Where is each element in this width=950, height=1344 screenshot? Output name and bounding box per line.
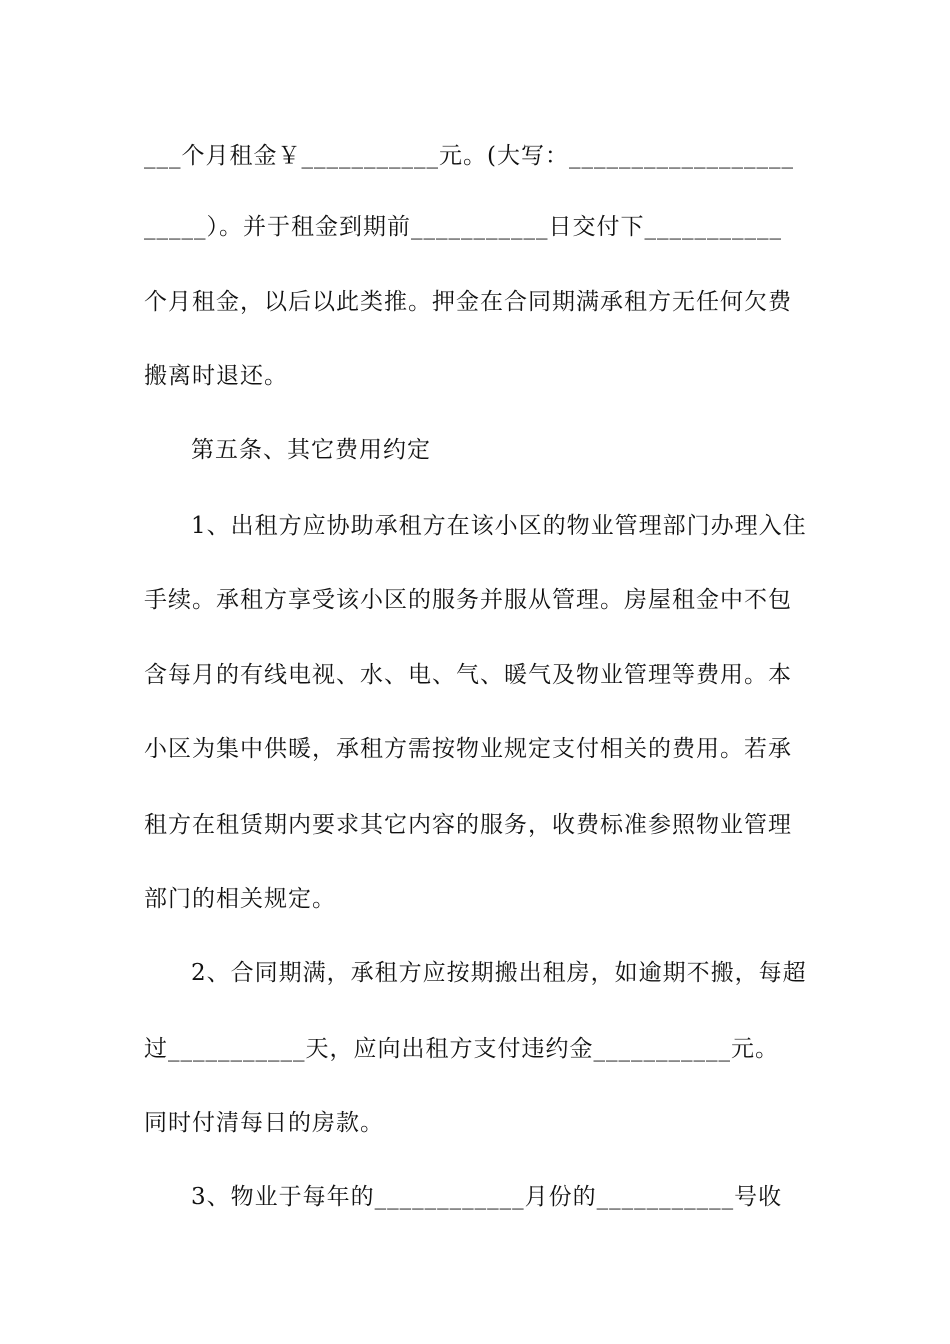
text-line-2: _____）。并于租金到期前___________日交付下___________: [144, 214, 782, 240]
text-line-10: 租方在租赁期内要求其它内容的服务，收费标准参照物业管理: [144, 812, 792, 838]
text-line-6: 1、出租方应协助承租方在该小区的物业管理部门办理入住: [191, 513, 807, 539]
text-line-12: 2、合同期满，承租方应按期搬出租房，如逾期不搬，每超: [191, 960, 807, 986]
text-line-11: 部门的相关规定。: [144, 886, 336, 912]
text-line-14: 同时付清每日的房款。: [144, 1110, 384, 1136]
text-line-8: 含每月的有线电视、水、电、气、暖气及物业管理等费用。本: [144, 662, 792, 688]
text-line-9: 小区为集中供暖，承租方需按物业规定支付相关的费用。若承: [144, 736, 792, 762]
text-line-1: ___个月租金￥___________元。(大写：__________________: [144, 143, 794, 169]
text-line-3: 个月租金，以后以此类推。押金在合同期满承租方无任何欠费: [144, 289, 792, 315]
text-line-7: 手续。承租方享受该小区的服务并服从管理。房屋租金中不包: [144, 587, 792, 613]
text-line-4: 搬离时退还。: [144, 363, 288, 389]
section-heading: 第五条、其它费用约定: [191, 437, 431, 463]
text-line-15: 3、物业于每年的____________月份的___________号收: [191, 1184, 783, 1210]
text-line-13: 过___________天，应向出租方支付违约金___________元。: [144, 1036, 779, 1062]
